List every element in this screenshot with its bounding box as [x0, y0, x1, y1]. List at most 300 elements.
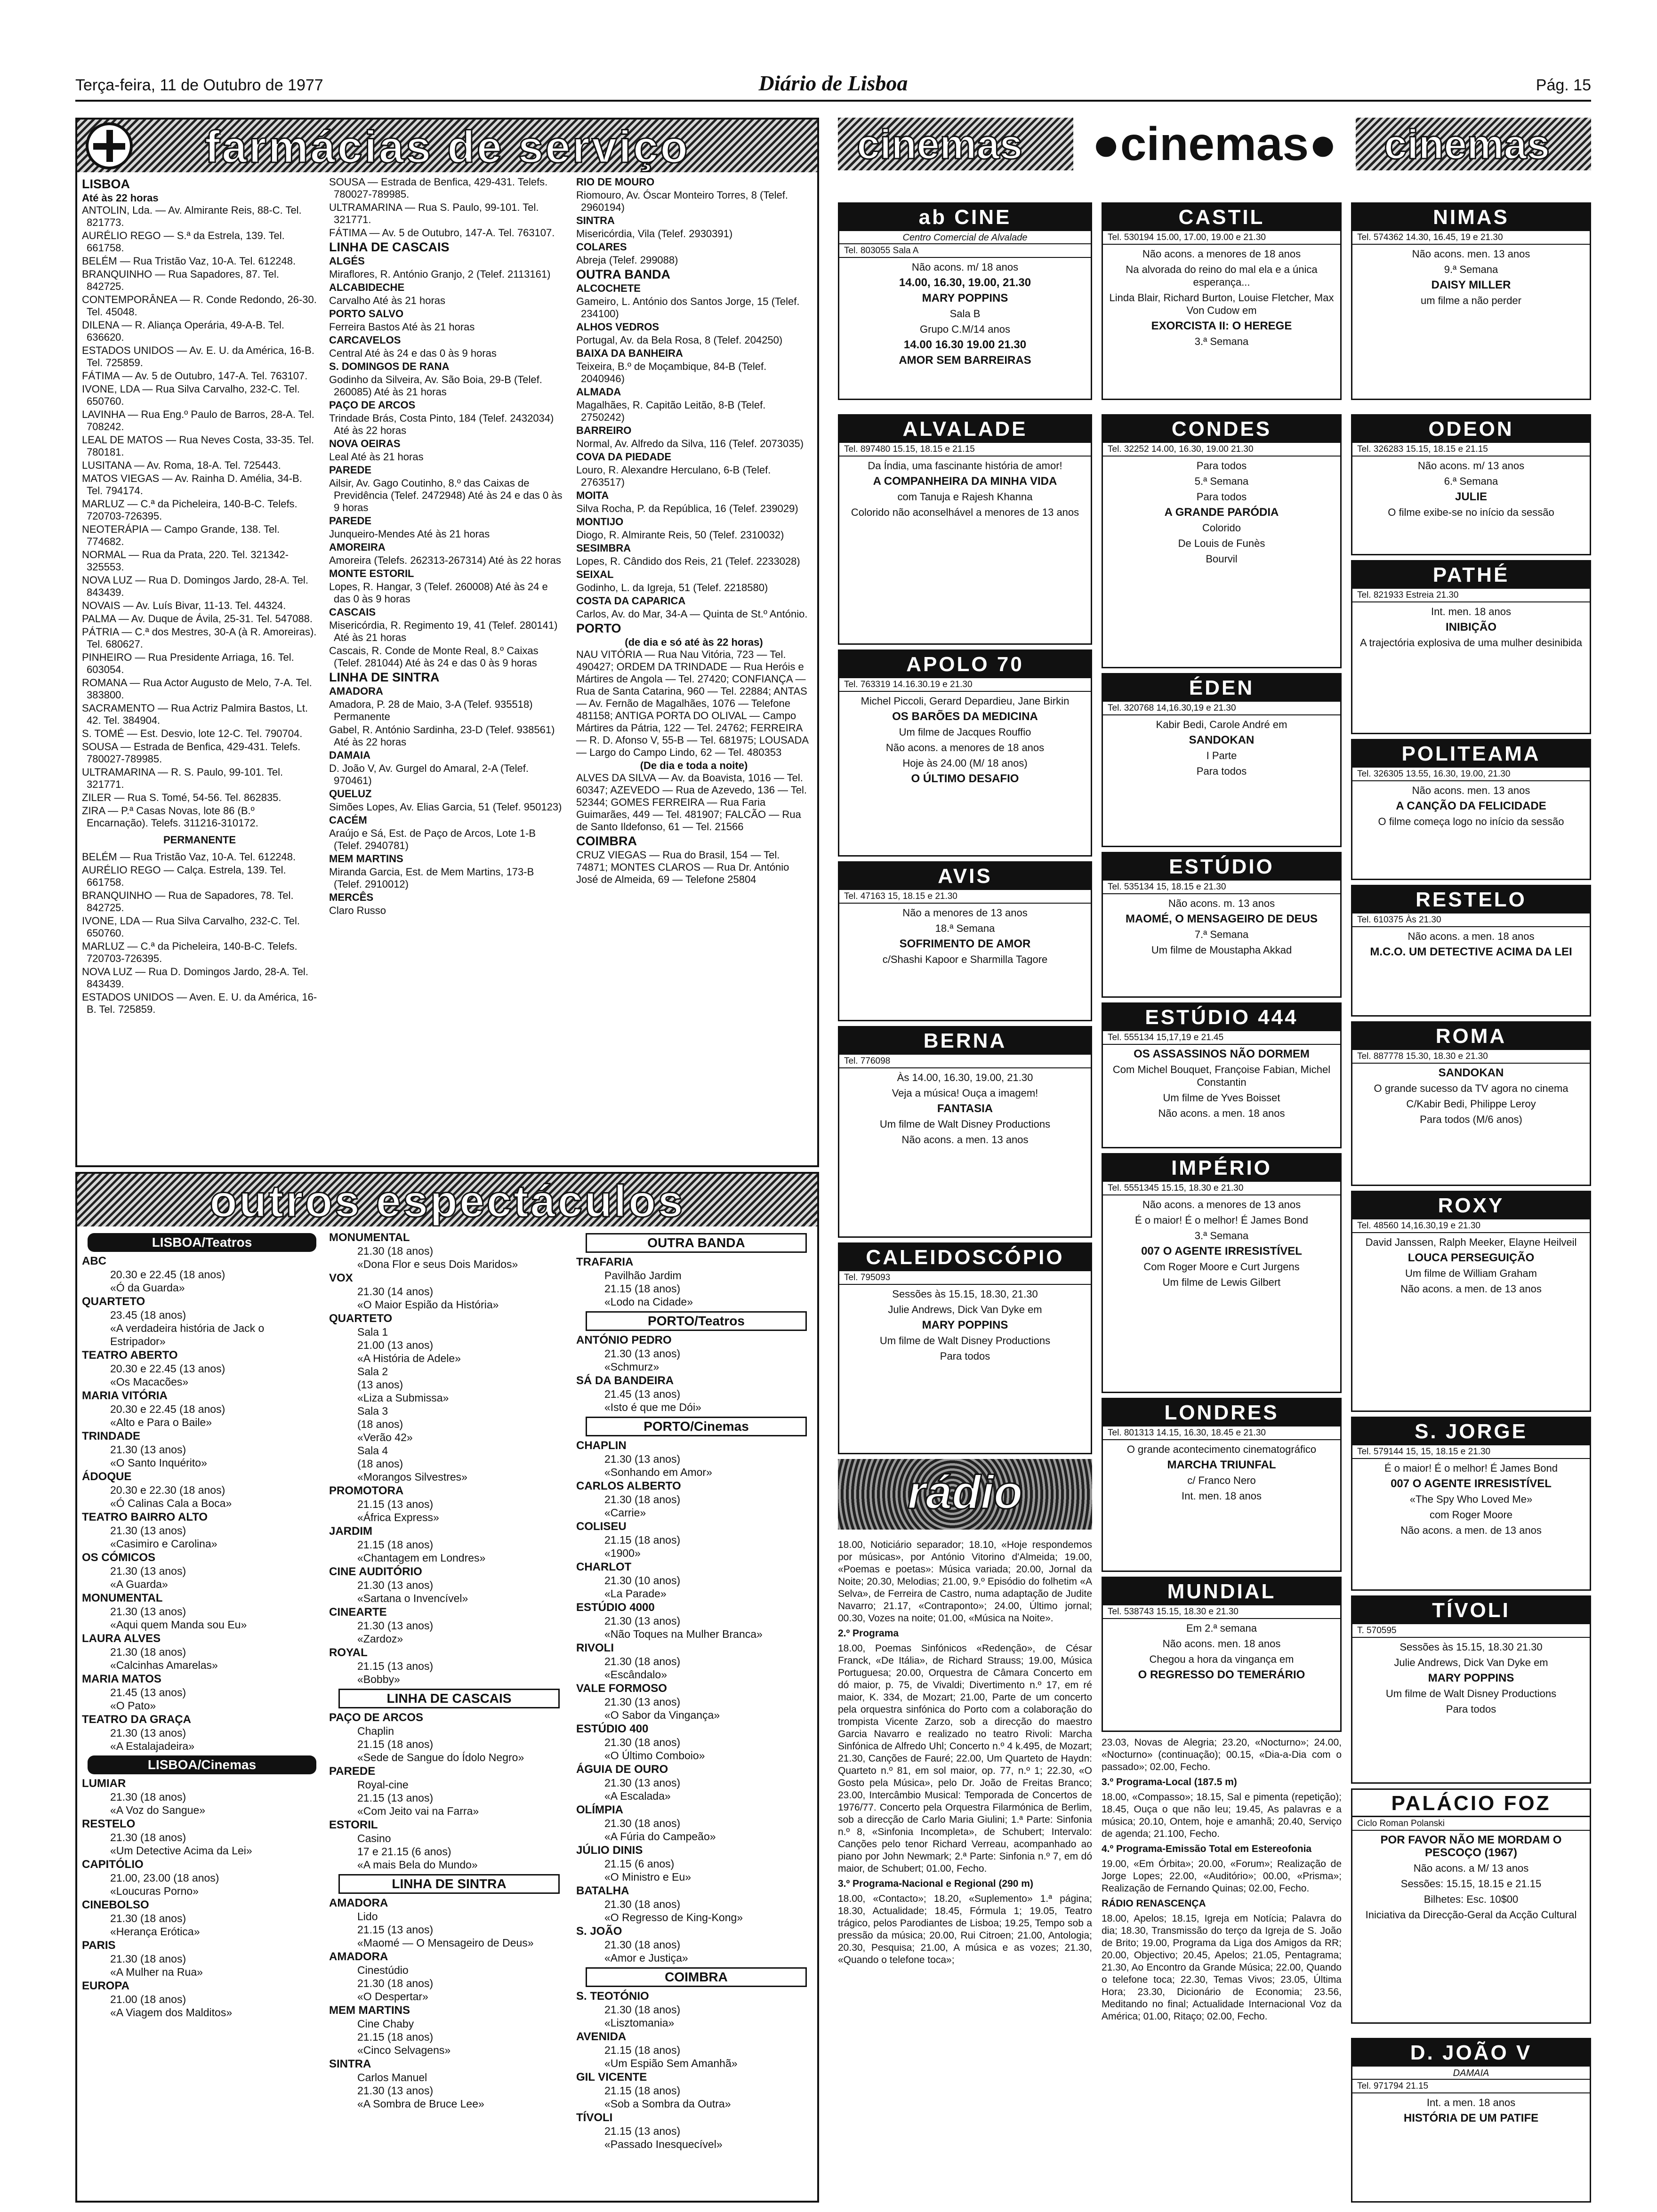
cinema-info: Não acons. a men. de 13 anos [1400, 1524, 1542, 1536]
cinema-info: O filme exibe-se no início da sessão [1388, 506, 1554, 518]
cinema-info: OS ASSASSINOS NÃO DORMEM [1134, 1048, 1310, 1060]
cinemas-title-text: cinemas [1120, 118, 1309, 170]
cinema-info: Int. men. 18 anos [1431, 606, 1511, 617]
section-heading-cascais: LINHA DE CASCAIS [329, 240, 450, 254]
venue-name: ANTÓNIO PEDRO [576, 1334, 672, 1346]
venue-name: TEATRO DA GRAÇA [82, 1713, 191, 1726]
show-line: 21.15 (13 anos) [357, 1498, 434, 1510]
cinema-info: Não acons. men. 18 anos [1162, 1638, 1281, 1650]
outros-col-lisboa [82, 1230, 322, 2200]
show-line: 21.15 (18 anos) [604, 2044, 681, 2056]
radio-paragraph: 18.00, Apelos; 18.15, Igreja em Notícia; Palavra do dia; 18.30, Transmissão do terço da Igreja de S. João de Brito; 19.00, Programa da Liga dos Amigos da RR; 20.00, Objectivo; 20.45, Apelos; 21.05, Pentagrama; 21.30, Ao Encontro da Grande Música; 22.00, Quando o telefone toca; 22.30, Temas Vivos; 23.05, Última Hora; 23.30, Dicionário de Economia; 23.56, Meditando no final; Actualidade Internacional Voz da América; 01.00, Ritaço; 02.00, Fecho. [1102, 1913, 1342, 2022]
cinema-info: POR FAVOR NÃO ME MORDAM O PESCOÇO (1967) [1380, 1834, 1562, 1859]
locality-name: PAREDE [329, 515, 372, 527]
pharmacy-entry: D. João V, Av. Gurgel do Amaral, 2-A (Telef. 970461) [329, 762, 529, 786]
venue-name: LUMIAR [82, 1777, 126, 1790]
cinema-info: Com Roger Moore e Curt Jurgens [1143, 1261, 1300, 1273]
locality-name: COLARES [576, 241, 627, 253]
show-line: «A Escalada» [604, 1790, 671, 1802]
cinema-name: S. JORGE [1352, 1418, 1590, 1445]
show-line: 21.30 (13 anos) [110, 1727, 186, 1739]
cinema-info: SANDOKAN [1189, 734, 1255, 746]
locality-name: PAREDE [329, 464, 372, 476]
pharmacy-entry: Teixeira, B.º de Moçambique, 84-B (Telef. 2040946) [576, 361, 767, 385]
show-line: 21.15 (13 anos) [357, 1923, 434, 1936]
cinema-name: CALEIDOSCÓPIO [839, 1244, 1091, 1271]
cinema-listing [1102, 202, 1342, 400]
cinema-name: APOLO 70 [839, 651, 1091, 678]
show-line: 21.00 (13 anos) [357, 1339, 434, 1351]
outros-section [75, 1172, 819, 2203]
pharmacy-entry: SOUSA — Estrada de Benfica, 429-431. Telefs. 780027-789985. [329, 176, 548, 200]
cinema-info: Um filme de Walt Disney Productions [1385, 1688, 1557, 1699]
show-line: «Lodo na Cidade» [604, 1296, 693, 1308]
cinema-info: Veja a música! Ouça a imagem! [892, 1087, 1038, 1099]
venue-name: CARLOS ALBERTO [576, 1480, 681, 1492]
cinema-name: IMPÉRIO [1103, 1154, 1340, 1182]
cinema-info: Int. men. 18 anos [1182, 1490, 1262, 1502]
pharmacy-entry: Normal, Av. Alfredo da Silva, 116 (Telef. 2073035) [576, 438, 804, 449]
cinema-name: ÉDEN [1103, 674, 1340, 702]
locality-name: BARREIRO [576, 425, 632, 436]
cinema-name: BERNA [839, 1027, 1091, 1055]
cinema-info: Não acons. a men. de 13 anos [1400, 1283, 1542, 1295]
radio-paragraph: 18.00, Noticiário separador; 18.10, «Hoje respondemos por músicas», por António Vitorino d'Almeida; 19.00, «Poemas e poetas»: Música variada; 20.00, Jornal da Noite; 20.30, Melodias; 21.00, 9.º Episódio do folhetim «A Selva», de Ferreira de Castro, numa adaptação de Judite Navarro; 21.17, «Contraponto»; 24.00, Último jornal; 00.30, Vozes na noite; 01.00, «Música na Noite». [838, 1539, 1092, 1624]
show-line: «A Sombra de Bruce Lee» [357, 2098, 484, 2110]
radio-heading: 3.º Programa-Nacional e Regional (290 m) [838, 1878, 1033, 1889]
venue-name: VALE FORMOSO [576, 1682, 667, 1695]
pharmacy-entry: Magalhães, R. Capitão Leitão, 8-B (Telef. 2750242) [576, 399, 766, 423]
locality-name: PAÇO DE ARCOS [329, 399, 416, 411]
cinema-info: 9.ª Semana [1444, 264, 1498, 275]
cinema-info: É o maior! É o melhor! É James Bond [1134, 1214, 1309, 1226]
show-line: «A Guarda» [110, 1578, 168, 1590]
cinema-listing [838, 1026, 1092, 1238]
pharmacy-entry: Silva Rocha, P. da República, 16 (Telef. 239029) [576, 503, 798, 514]
venue-name: S. JOÃO [576, 1925, 622, 1938]
show-line: «Sob a Sombra da Outra» [604, 2098, 731, 2110]
show-line: «Zardoz» [357, 1633, 403, 1645]
locality-name: MEM MARTINS [329, 853, 403, 865]
porto-pharmacies-night: ALVES DA SILVA — Av. da Boavista, 1016 — Tel. 60347; AZEVEDO — Rua de Azevedo, 136 — Tel. 52344; GOMES FERREIRA — Rua Faria Guimarães, 449 — Tel. 481907; FALCÃO — Rua de Santo Ildefonso, 61 — Tel. 21566 [576, 772, 807, 833]
cinema-info: David Janssen, Ralph Meeker, Elayne Heilveil [1365, 1236, 1577, 1248]
cinema-info: É o maior! É o melhor! É James Bond [1384, 1462, 1558, 1474]
locality-name: RIO DE MOURO [576, 176, 655, 188]
pharmacy-entry: NORMAL — Rua da Prata, 220. Tel. 321342-325553. [82, 549, 289, 573]
pharmacy-entry: PINHEIRO — Rua Presidente Arriaga, 16. Tel. 603054. [82, 651, 294, 675]
pharmacy-entry: Central Até às 24 e das 0 às 9 horas [329, 347, 497, 359]
show-line: 21.30 (18 anos) [110, 1646, 186, 1658]
show-line: Sala 1 [357, 1326, 388, 1338]
pharmacy-entry: S. TOMÉ — Est. Desvio, lote 12-C. Tel. 790704. [82, 728, 303, 739]
cinema-info: Não acons. a menores de 13 anos [1142, 1199, 1301, 1210]
pharmacy-entry: DILENA — R. Aliança Operária, 49-A-B. Tel. 636620. [82, 319, 284, 343]
show-line: «Amor e Justiça» [604, 1952, 688, 1964]
pharmacy-entry: MATOS VIEGAS — Av. Rainha D. Amélia, 34-B. Tel. 794174. [82, 473, 302, 497]
venue-name: TRAFARIA [576, 1256, 634, 1268]
venue-name: TÍVOLI [576, 2111, 613, 2124]
cinema-name: ALVALADE [839, 416, 1091, 443]
venue-name: OS CÓMICOS [82, 1551, 156, 1564]
venue-name: GIL VICENTE [576, 2071, 647, 2084]
cinema-name: MUNDIAL [1103, 1578, 1340, 1605]
show-line: 21.30 (13 anos) [110, 1565, 186, 1577]
cinema-phone-times: Tel. 610375 Às 21.30 [1352, 914, 1590, 927]
locality-name: SESIMBRA [576, 542, 631, 554]
cinema-info: Int. a men. 18 anos [1426, 2097, 1516, 2108]
show-line: «O Sabor da Vingança» [604, 1709, 720, 1721]
cinema-info: Grupo C.M/14 anos [920, 323, 1010, 335]
pharmacy-entry: Godinho, L. da Igreja, 51 (Telef. 2218580) [576, 582, 768, 593]
show-line: «Bobby» [357, 1673, 400, 1685]
cinema-name: ESTÚDIO [1103, 853, 1340, 881]
porto-pharmacies: NAU VITÓRIA — Rua Nau Vitória, 723 — Tel. 490427; ORDEM DA TRINDADE — Rua Heróis e Mártires de Angola — Tel. 27420; CONFIANÇA — Rua de Santa Catarina, 960 — Tel. 22884; ANTAS — Av. Fernão de Magalhães, 1076 — Telefone 481158; ANTIGA PORTA DO OLIVAL — Campo Mártires da Pátria, 122 — Tel. 24762; FERREIRA — R. D. Afonso V, 55-B — Tel. 681975; LOUSADA — Largo do Campo Lindo, 62 — Tel. 480353 [576, 649, 808, 758]
section-heading-porto: PORTO [576, 621, 621, 635]
locality-name: NOVA OEIRAS [329, 438, 401, 449]
pharmacy-entry: NOVA LUZ — Rua D. Domingos Jardo, 28-A. Tel. 843439. [82, 574, 308, 598]
cinema-name: POLITEAMA [1352, 740, 1590, 768]
show-line: «Loucuras Porno» [110, 1885, 199, 1897]
cinema-name: PALÁCIO FOZ [1352, 1790, 1590, 1817]
show-line: 21.30 (18 anos) [110, 1953, 186, 1965]
cinema-listing [838, 414, 1092, 645]
pharmacy-entry: ANTOLIN, Lda. — Av. Almirante Reis, 88-C. Tel. 821773. [82, 204, 302, 228]
cinema-info: Um filme de Lewis Gilbert [1162, 1276, 1281, 1288]
pharmacy-entry: Miraflores, R. António Granjo, 2 (Telef. 2113161) [329, 268, 551, 280]
cinema-info: SANDOKAN [1438, 1066, 1504, 1079]
show-line: Royal-cine [357, 1779, 409, 1791]
venue-name: SINTRA [329, 2058, 371, 2070]
cinema-phone-times: Tel. 763319 14.16.30.19 e 21.30 [839, 678, 1091, 692]
locality-name: COVA DA PIEDADE [576, 451, 672, 463]
cinema-info: INIBIÇÃO [1446, 621, 1496, 633]
cinema-name: CASTIL [1103, 204, 1340, 231]
section-heading: OUTRA BANDA [586, 1233, 807, 1253]
section-heading-outra-banda: OUTRA BANDA [576, 267, 670, 281]
section-heading: LISBOA/Cinemas [88, 1755, 316, 1774]
show-line: 21.30 (18 anos) [604, 1655, 681, 1667]
venue-name: MARIA MATOS [82, 1673, 161, 1685]
show-line: Sala 3 [357, 1405, 388, 1417]
cinema-info: EXORCISTA II: O HEREGE [1151, 320, 1292, 332]
show-line: 21.15 (13 anos) [357, 1792, 434, 1804]
pharmacy-entry: Trindade Brás, Costa Pinto, 184 (Telef. 2432034) Até às 22 horas [329, 412, 554, 436]
show-line: 21.30 (18 anos) [604, 1939, 681, 1951]
cinema-info: Linda Blair, Richard Burton, Louise Fletcher, Max Von Cudow em [1109, 292, 1334, 316]
show-line: 21.15 (13 anos) [357, 1660, 434, 1672]
cinema-info: O ÚLTIMO DESAFIO [911, 772, 1019, 785]
cinema-phone-times: Tel. 887778 15.30, 18.30 e 21.30 [1352, 1050, 1590, 1064]
cinema-info: Iniciativa da Direcção-Geral da Acção Cultural [1365, 1909, 1577, 1921]
venue-name: QUARTETO [329, 1312, 393, 1325]
farmacias-title: farmácias de serviço [205, 122, 690, 172]
cinema-info: Não acons. a menores de 18 anos [1142, 248, 1301, 260]
cinema-info: Para todos [1196, 491, 1247, 503]
pharmacy-entry: Junqueiro-Mendes Até às 21 horas [329, 528, 490, 540]
cinema-phone-times: Tel. 803055 Sala A [839, 244, 1091, 258]
pharmacy-entry: FÁTIMA — Av. 5 de Outubro, 147-A. Tel. 763107. [82, 370, 308, 382]
locality-name: ALCABIDECHE [329, 281, 405, 293]
show-line: (13 anos) [357, 1378, 403, 1391]
cinema-info: c/Shashi Kapoor e Sharmilla Tagore [882, 954, 1048, 965]
venue-name: RIVOLI [576, 1642, 614, 1654]
venue-name: MONUMENTAL [82, 1592, 163, 1604]
show-line: Cinestúdio [357, 1964, 409, 1976]
pharmacy-entry: SOUSA — Estrada de Benfica, 429-431. Telefs. 780027-789985. [82, 741, 301, 765]
cinemas-banner-right: cinemas [1384, 121, 1550, 168]
pharmacy-entry: BRANQUINHO — Rua de Sapadores, 78. Tel. 842725. [82, 890, 294, 914]
cinema-info: Julie Andrews, Dick Van Dyke em [1394, 1657, 1548, 1668]
venue-name: PAREDE [329, 1765, 376, 1778]
venue-name: ESTORIL [329, 1819, 378, 1831]
porto-note: (de dia e só até às 22 horas) [625, 636, 763, 648]
section-heading: LINHA DE SINTRA [338, 1874, 560, 1894]
venue-name: CAPITÓLIO [82, 1858, 144, 1871]
show-line: 21.30 (14 anos) [357, 1285, 434, 1298]
cinema-phone-times: Tel. 795093 [839, 1271, 1091, 1285]
show-line: Carlos Manuel [357, 2071, 427, 2084]
locality-name: BAIXA DA BANHEIRA [576, 347, 683, 359]
cinema-info: Sessões às 15.15, 18.30, 21.30 [892, 1288, 1038, 1300]
cinema-info: Não a menores de 13 anos [902, 907, 1028, 919]
show-line: «O Ministro e Eu» [604, 1871, 692, 1883]
cinema-listing [1351, 202, 1591, 400]
radio-heading: RÁDIO RENASCENÇA [1102, 1898, 1206, 1909]
cinema-info: Hoje às 24.00 (M/ 18 anos) [902, 757, 1028, 769]
venue-name: ÁDOQUE [82, 1470, 132, 1483]
show-line: «Sartana o Invencível» [357, 1592, 468, 1604]
cinema-info: Bilhetes: Esc. 10$00 [1424, 1893, 1519, 1905]
venue-name: PROMOTORA [329, 1484, 404, 1497]
cinema-phone-times: Tel. 538743 15.15, 18.30 e 21.30 [1103, 1605, 1340, 1619]
issue-date: Terça-feira, 11 de Outubro de 1977 [75, 76, 323, 94]
radio-heading: 4.º Programa-Emissão Total em Estereofonia [1102, 1843, 1312, 1854]
cinema-info: Sessões às 15.15, 18.30 21.30 [1400, 1641, 1543, 1653]
cinema-info: OS BARÕES DA MEDICINA [892, 710, 1038, 723]
cinema-phone-times: Tel. 47163 15, 18.15 e 21.30 [839, 890, 1091, 904]
venue-name: QUARTETO [82, 1295, 145, 1308]
show-line: 21.00, 23.00 (18 anos) [110, 1872, 219, 1884]
cinema-info: M.C.O. UM DETECTIVE ACIMA DA LEI [1370, 946, 1572, 958]
cinema-info: MARY POPPINS [922, 1319, 1008, 1331]
locality-name: S. DOMINGOS DE RANA [329, 361, 450, 372]
show-line: «Sede de Sangue do Ídolo Negro» [357, 1751, 524, 1763]
cinema-info: A CANÇÃO DA FELICIDADE [1396, 800, 1546, 812]
show-line: «Ó da Guarda» [110, 1282, 185, 1294]
cinema-listing [838, 202, 1092, 400]
pharmacy-entry: ESTADOS UNIDOS — Aven. E. U. da América, 16-B. Tel. 725859. [82, 991, 317, 1015]
show-line: «Calcinhas Amarelas» [110, 1659, 218, 1671]
show-line: 21.30 (18 anos) [357, 1977, 434, 1989]
show-line: «O Regresso de King-Kong» [604, 1911, 743, 1923]
show-line: 21.30 (13 anos) [604, 1453, 681, 1465]
venue-name: AVENIDA [576, 2030, 627, 2043]
cinema-name: ESTÚDIO 444 [1103, 1004, 1340, 1031]
show-line: (18 anos) [357, 1458, 403, 1470]
pharmacy-entry: Misericórdia, R. Regimento 19, 41 (Telef. 280141) Até às 21 horas [329, 619, 558, 643]
cinema-phone-times: Tel. 897480 15.15, 18.15 e 21.15 [839, 443, 1091, 457]
venue-name: BATALHA [576, 1884, 629, 1897]
show-line: «Com Jeito vai na Farra» [357, 1805, 479, 1817]
show-line: «Ó Calinas Cala a Boca» [110, 1497, 232, 1509]
pharmacy-entry: ULTRAMARINA — Rua S. Paulo, 99-101. Tel. 321771. [329, 201, 539, 225]
radio-banner [838, 1459, 1092, 1530]
cinema-info: Na alvorada do reino do mal ela e a única esperança... [1126, 264, 1318, 288]
venue-name: OLÍMPIA [576, 1803, 623, 1816]
pharmacy-entry: Diogo, R. Almirante Reis, 50 (Telef. 2310032) [576, 529, 784, 541]
cinema-info: Colorido [1202, 522, 1241, 534]
cinemas-banner-left: cinemas [857, 121, 1023, 168]
cinema-info: JULIE [1455, 490, 1487, 503]
cinema-listing [1351, 1595, 1591, 1784]
cinema-listing [1351, 560, 1591, 734]
cinema-listing [1351, 885, 1591, 1017]
section-heading: PORTO/Teatros [586, 1311, 807, 1331]
cinema-info: Para todos [1196, 765, 1247, 777]
locality-name: CASCAIS [329, 606, 376, 618]
cinema-info: Bourvil [1206, 553, 1238, 565]
farmacias-section [75, 118, 819, 1167]
cinema-info: Um filme de William Graham [1405, 1267, 1537, 1279]
cinema-info: O grande acontecimento cinematográfico [1126, 1443, 1317, 1455]
show-line: «Lisztomania» [604, 2017, 675, 2029]
cinema-listing [1102, 1153, 1342, 1393]
show-line: (18 anos) [357, 1418, 403, 1430]
cinema-info: Da Índia, uma fascinante história de amor! [868, 460, 1062, 472]
venue-name: CHARLOT [576, 1561, 632, 1573]
cinema-info: Um filme de Walt Disney Productions [879, 1335, 1051, 1346]
show-line: «O Santo Inquérito» [110, 1457, 207, 1469]
cinema-name: NIMAS [1352, 204, 1590, 231]
show-line: Cine Chaby [357, 2018, 414, 2030]
show-line: 21.30 (18 anos) [604, 1898, 681, 1910]
porto-note-night: (De dia e toda a noite) [640, 760, 748, 771]
show-line: 21.30 (18 anos) [604, 1493, 681, 1506]
venue-name: COLISEU [576, 1520, 627, 1533]
show-line: 21.15 (6 anos) [604, 1858, 675, 1870]
section-heading: LISBOA/Teatros [88, 1233, 316, 1252]
radio-heading: 3.º Programa-Local (187.5 m) [1102, 1777, 1237, 1787]
section-heading-coimbra: COIMBRA [576, 834, 637, 848]
show-line: 21.00 (18 anos) [110, 1993, 186, 2005]
cinema-info: A trajectória explosiva de uma mulher desinibida [1359, 637, 1583, 649]
pharmacy-entry: AURÉLIO REGO — Calça. Estrela, 139. Tel. 661758. [82, 864, 286, 888]
pharmacy-entry: MARLUZ — C.ª da Picheleira, 140-B-C. Telefs. 720703-726395. [82, 940, 298, 964]
pharmacy-entry: Carvalho Até às 21 horas [329, 295, 446, 306]
permanente-heading: PERMANENTE [163, 834, 236, 846]
cinema-listing [838, 861, 1092, 1021]
show-line: 21.15 (18 anos) [604, 1282, 681, 1295]
cinema-info: c/ Franco Nero [1187, 1475, 1256, 1486]
venue-name: ABC [82, 1255, 106, 1267]
show-line: 21.15 (18 anos) [604, 1534, 681, 1546]
show-line: Lido [357, 1910, 378, 1923]
show-line: Casino [357, 1832, 391, 1844]
cinema-phone-times: Tel. 801313 14.15, 16.30, 18.45 e 21.30 [1103, 1427, 1340, 1440]
venue-name: MEM MARTINS [329, 2004, 410, 2017]
cinema-info: Sessões: 15.15, 18.15 e 21.15 [1400, 1878, 1542, 1890]
pharmacy-entry: Lopes, R. Hangar, 3 (Telef. 260008) Até às 24 e das 0 às 9 horas [329, 581, 548, 605]
locality-name: ALCOCHETE [576, 282, 641, 294]
cinema-phone-times: Tel. 326305 13.55, 16.30, 19.00, 21.30 [1352, 768, 1590, 781]
show-line: «Um Detective Acima da Lei» [110, 1844, 252, 1857]
show-line: «O Pato» [110, 1699, 156, 1712]
show-line: 23.45 (18 anos) [110, 1309, 186, 1321]
show-line: 21.30 (13 anos) [110, 1605, 186, 1618]
cinema-name: ab CINE [839, 204, 1091, 231]
venue-name: EUROPA [82, 1980, 129, 1992]
show-line: «Os Macacões» [110, 1376, 189, 1388]
cinema-listing [1351, 1417, 1591, 1591]
show-line: «Dona Flor e seus Dois Maridos» [357, 1258, 518, 1270]
show-line: 20.30 e 22.30 (18 anos) [110, 1484, 225, 1496]
show-line: «Herança Erótica» [110, 1925, 200, 1938]
farmacias-banner [77, 120, 817, 172]
locality-name: PORTO SALVO [329, 308, 404, 320]
cinema-info: Michel Piccoli, Gerard Depardieu, Jane Birkin [861, 695, 1070, 707]
cinema-info: SOFRIMENTO DE AMOR [899, 938, 1031, 950]
pharmacy-entry: Amadora, P. 28 de Maio, 3-A (Telef. 935518) Permanente [329, 698, 533, 722]
show-line: 21.15 (18 anos) [604, 2084, 681, 2097]
show-line: «A verdadeira história de Jack o Estripador» [110, 1322, 265, 1347]
show-line: 21.30 (18 anos) [604, 1817, 681, 1829]
page-number: Pág. 15 [1536, 76, 1591, 94]
cinema-phone-times: Tel. 48560 14,16.30,19 e 21.30 [1352, 1219, 1590, 1233]
show-line: 21.30 (13 anos) [357, 1619, 434, 1632]
cinema-info: MARCHA TRIUNFAL [1167, 1459, 1276, 1471]
show-line: Sala 4 [357, 1444, 388, 1457]
pharmacy-entry: ZILER — Rua S. Tomé, 54-56. Tel. 862835. [82, 792, 282, 803]
masthead [75, 71, 1591, 99]
venue-name: ESTÚDIO 4000 [576, 1601, 655, 1614]
cinema-listing [1351, 1788, 1591, 2024]
show-line: 21.30 (13 anos) [604, 1347, 681, 1360]
cinema-listing [1351, 414, 1591, 555]
cinema-info: Colorido não aconselhável a menores de 13 anos [851, 506, 1079, 518]
show-line: 21.30 (13 anos) [110, 1524, 186, 1537]
pharmacy-entry: LAVINHA — Rua Eng.º Paulo de Barros, 28-A. Tel. 708242. [82, 409, 314, 433]
pharmacy-entry: ROMANA — Rua Actor Augusto de Melo, 7-A. Tel. 383800. [82, 677, 312, 701]
pharmacy-entry: Louro, R. Alexandre Herculano, 6-B (Telef. 2763517) [576, 464, 771, 488]
venue-name: MONUMENTAL [329, 1231, 410, 1244]
pharmacy-entry: Gabel, R. António Sardinha, 23-D (Telef. 938561) Até às 22 horas [329, 724, 555, 748]
cinema-listing [1351, 1191, 1591, 1412]
venue-name: TEATRO BAIRRO ALTO [82, 1511, 208, 1523]
show-line: «A mais Bela do Mundo» [357, 1859, 478, 1871]
show-line: 21.45 (13 anos) [604, 1388, 681, 1400]
farmacias-col-cascais-sintra [329, 176, 564, 1164]
cinema-name: TÍVOLI [1352, 1597, 1590, 1624]
cinema-phone-times: Tel. 5551345 15.15, 18.30 e 21.30 [1103, 1182, 1340, 1195]
cinema-info: 14.00 16.30 19.00 21.30 [903, 338, 1027, 351]
locality-name: SINTRA [576, 215, 615, 226]
cinema-info: Kabir Bedi, Carole André em [1156, 719, 1287, 730]
venue-name: JÚLIO DINIS [576, 1844, 643, 1857]
cinema-name: PATHÉ [1352, 561, 1590, 589]
venue-name: RESTELO [82, 1818, 136, 1830]
cinema-info: Não acons. m. 13 anos [1168, 898, 1275, 909]
cinema-phone-times: Tel. 326283 15.15, 18.15 e 21.15 [1352, 443, 1590, 457]
pharmacy-entry: FÁTIMA — Av. 5 de Outubro, 147-A. Tel. 763107. [329, 227, 555, 239]
show-line: 20.30 e 22.45 (18 anos) [110, 1268, 225, 1281]
venue-name: ROYAL [329, 1646, 368, 1659]
cinema-phone-times: Tel. 971794 21.15 [1352, 2080, 1590, 2093]
locality-name: COSTA DA CAPARICA [576, 595, 686, 607]
cinemas-banner [838, 118, 1591, 170]
venue-name: MARIA VITÓRIA [82, 1389, 168, 1402]
section-heading: LINHA DE CASCAIS [338, 1689, 560, 1708]
pharmacy-entry: BELÉM — Rua Tristão Vaz, 10-A. Tel. 612248. [82, 255, 296, 267]
